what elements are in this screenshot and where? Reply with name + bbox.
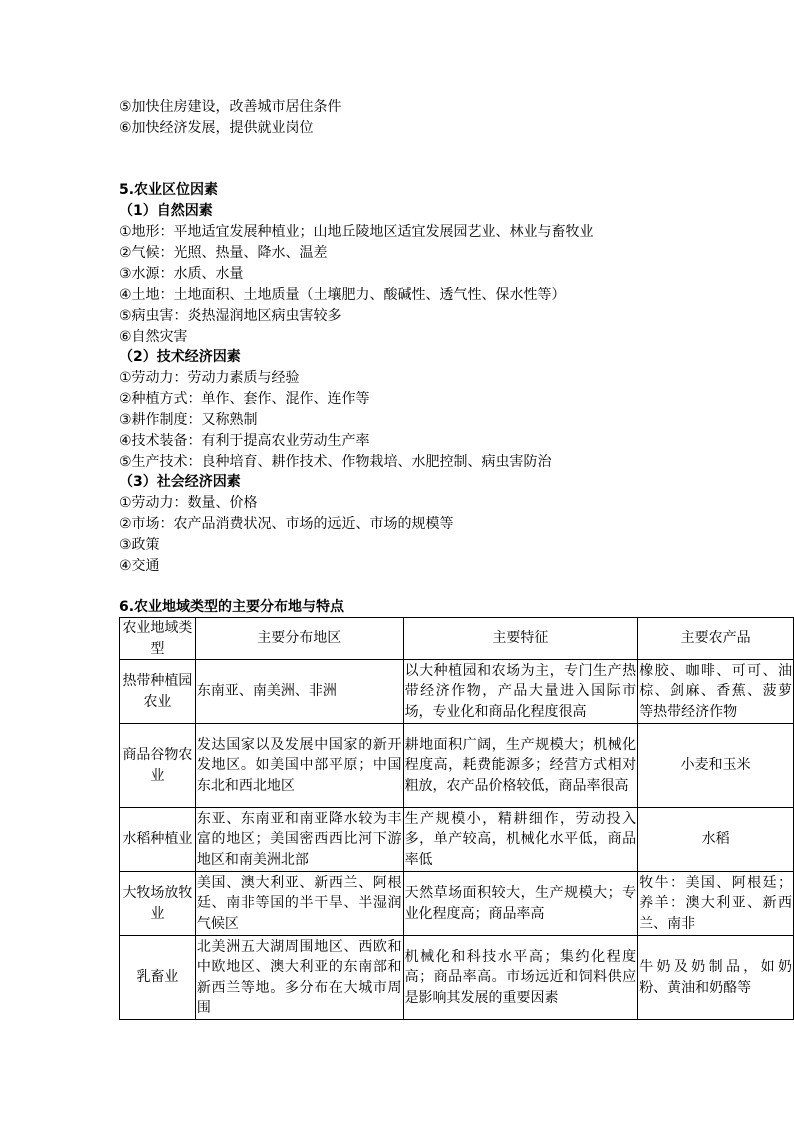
cell-region: 美国、澳大利亚、新西兰、阿根廷、南非等国的半干旱、半湿润气候区 [195, 872, 403, 936]
cell-product: 牛奶及奶制品，如奶粉、黄油和奶酪等 [638, 936, 794, 1020]
sub1-item: ③水源：水质、水量 [119, 266, 244, 282]
sub3-item: ②市场：农产品消费状况、市场的远近、市场的规模等 [119, 516, 454, 532]
section5-title: 5.农业区位因素 [119, 182, 219, 198]
cell-feature: 机械化和科技水平高；集约化程度高；商品率高。市场远近和饲料供应是影响其发展的重要因素 [403, 936, 638, 1020]
cell-feature: 生产规模小，精耕细作，劳动投入多，单产较高，机械化水平低，商品率低 [403, 808, 638, 872]
sub1-item: ⑤病虫害：炎热湿润地区病虫害较多 [119, 308, 342, 324]
cell-product: 水稻 [638, 808, 794, 872]
section5-sub2-title: （2）技术经济因素 [119, 349, 241, 365]
section5-sub1-title: （1）自然因素 [119, 203, 213, 219]
table-row [120, 660, 794, 724]
table-row [120, 808, 794, 872]
cell-type: 水稻种植业 [120, 808, 196, 872]
cell-type: 商品谷物农业 [120, 724, 196, 808]
sub1-item: ⑥自然灾害 [119, 329, 188, 345]
cell-feature: 耕地面积广阔，生产规模大；机械化程度高，耗费能源多；经营方式相对粗放，农产品价格较低，商品率很高 [403, 724, 638, 808]
cell-type: 大牧场放牧业 [120, 872, 196, 936]
sub2-item: ③耕作制度：又称熟制 [119, 412, 258, 428]
cell-region: 发达国家以及发展中国家的新开发地区。如美国中部平原；中国东北和西北地区 [195, 724, 403, 808]
table-row [120, 872, 794, 936]
sub1-item: ②气候：光照、热量、降水、温差 [119, 245, 328, 261]
cell-product: 牧牛：美国、阿根廷；养羊：澳大利亚、新西兰、南非 [638, 872, 794, 936]
sub3-item: ③政策 [119, 537, 160, 553]
table-header-row [120, 618, 794, 660]
header-product: 主要农产品 [638, 618, 794, 660]
header-region: 主要分布地区 [195, 618, 403, 660]
cell-type: 乳畜业 [120, 936, 196, 1020]
cell-product: 橡胶、咖啡、可可、油棕、剑麻、香蕉、菠萝等热带经济作物 [638, 660, 794, 724]
sub3-item: ①劳动力：数量、价格 [119, 495, 258, 511]
sub2-item: ①劳动力：劳动力素质与经验 [119, 370, 300, 386]
cell-region: 北美洲五大湖周围地区、西欧和中欧地区、澳大利亚的东南部和新西兰等地。多分布在大城市周围 [195, 936, 403, 1020]
cell-product: 小麦和玉米 [638, 724, 794, 808]
header-type: 农业地域类型 [120, 618, 196, 660]
cell-feature: 天然草场面积较大，生产规模大；专业化程度高；商品率高 [403, 872, 638, 936]
header-feature: 主要特征 [403, 618, 638, 660]
intro-line-5: ⑤加快住房建设，改善城市居住条件 [119, 99, 342, 115]
section5-sub3-title: （3）社会经济因素 [119, 474, 241, 490]
cell-feature: 以大种植园和农场为主，专门生产热带经济作物，产品大量进入国际市场，专业化和商品化程度很高 [403, 660, 638, 724]
sub1-item: ④土地：土地面积、土地质量（土壤肥力、酸碱性、透气性、保水性等） [119, 287, 566, 303]
agriculture-table [119, 617, 794, 1020]
sub2-item: ④技术装备：有利于提高农业劳动生产率 [119, 433, 370, 449]
section6-title: 6.农业地域类型的主要分布地与特点 [119, 599, 345, 615]
cell-region: 东南亚、南美洲、非洲 [195, 660, 403, 724]
cell-type: 热带种植园农业 [120, 660, 196, 724]
sub2-item: ⑤生产技术：良种培育、耕作技术、作物栽培、水肥控制、病虫害防治 [119, 454, 552, 470]
sub2-item: ②种植方式：单作、套作、混作、连作等 [119, 391, 370, 407]
intro-line-6: ⑥加快经济发展，提供就业岗位 [119, 120, 314, 136]
table-row [120, 936, 794, 1020]
sub3-item: ④交通 [119, 558, 160, 574]
sub1-item: ①地形：平地适宜发展种植业；山地丘陵地区适宜发展园艺业、林业与畜牧业 [119, 224, 594, 240]
cell-region: 东亚、东南亚和南亚降水较为丰富的地区；美国密西西比河下游地区和南美洲北部 [195, 808, 403, 872]
table-row [120, 724, 794, 808]
